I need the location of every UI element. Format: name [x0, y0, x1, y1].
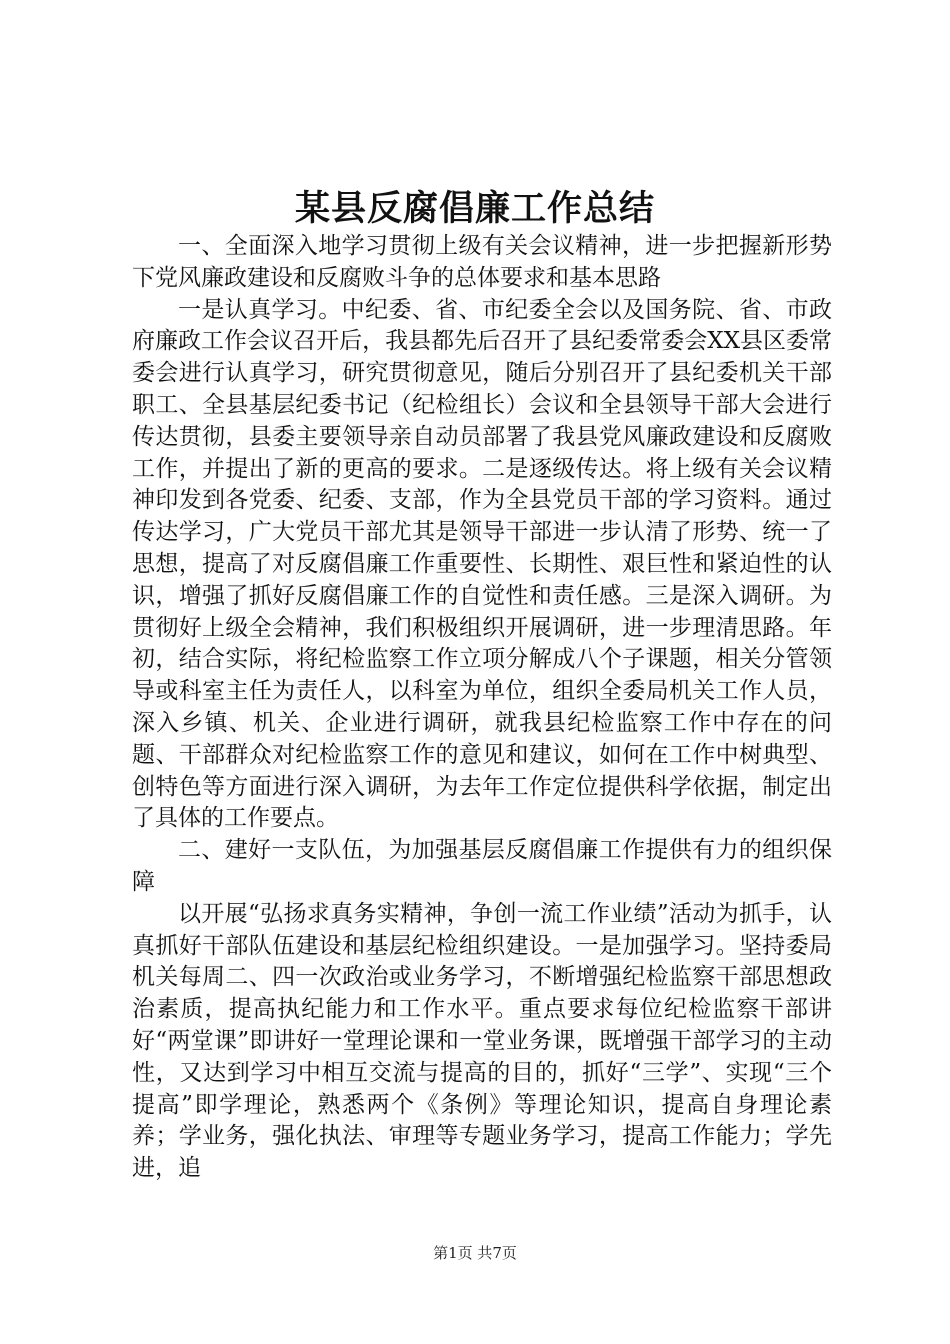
- document-body: [132, 231, 832, 1185]
- paragraph-section-2-body: 以开展“弘扬求真务实精神，争创一流工作业绩”活动为抓手，认真抓好干部队伍建设和基层纪检组织建设。一是加强学习。坚持委局机关每周二、四一次政治或业务学习，不断增强纪检监察干部思想政治素质，提高执纪能力和工作水平。重点要求每位纪检监察干部讲好“两堂课”即讲好一堂理论课和一堂业务课，既增强干部学习的主动性，又达到学习中相互交流与提高的目的，抓好“三学”、实现“三个提高”即学理论，熟悉两个《条例》等理论知识，提高自身理论素养；学业务，强化执法、审理等专题业务学习，提高工作能力；学先进，追: [132, 900, 832, 1182]
- page-footer: 第1页 共7页: [433, 1244, 517, 1262]
- document-title: 某县反腐倡廉工作总结: [294, 188, 655, 229]
- paragraph-section-1-heading: 一、全面深入地学习贯彻上级有关会议精神，进一步把握新形势下党风廉政建设和反腐败斗争的总体要求和基本思路: [132, 233, 832, 291]
- paragraph-section-2-heading: 二、建好一支队伍，为加强基层反腐倡廉工作提供有力的组织保障: [132, 837, 832, 895]
- paragraph-section-1-body: 一是认真学习。中纪委、省、市纪委全会以及国务院、省、市政府廉政工作会议召开后，我县都先后召开了县纪委常委会XX县区委常委会进行认真学习，研究贯彻意见，随后分别召开了县纪委机关干部职工、全县基层纪委书记（纪检组长）会议和全县领导干部大会进行传达贯彻，县委主要领导亲自动员部署了我县党风廉政建设和反腐败工作，并提出了新的更高的要求。二是逐级传达。将上级有关会议精神印发到各党委、纪委、支部，作为全县党员干部的学习资料。通过传达学习，广大党员干部尤其是领导干部进一步认清了形势、统一了思想，提高了对反腐倡廉工作重要性、长期性、艰巨性和紧迫性的认识，增强了抓好反腐倡廉工作的自觉性和责任感。三是深入调研。为贯彻好上级全会精神，我们积极组织开展调研，进一步理清思路。年初，结合实际，将纪检监察工作立项分解成八个子课题，相关分管领导或科室主任为责任人，以科室为单位，组织全委局机关工作人员，深入乡镇、机关、企业进行调研，就我县纪检监察工作中存在的问题、干部群众对纪检监察工作的意见和建议，如何在工作中树典型、创特色等方面进行深入调研，为去年工作定位提供科学依据，制定出了具体的工作要点。: [132, 296, 832, 832]
